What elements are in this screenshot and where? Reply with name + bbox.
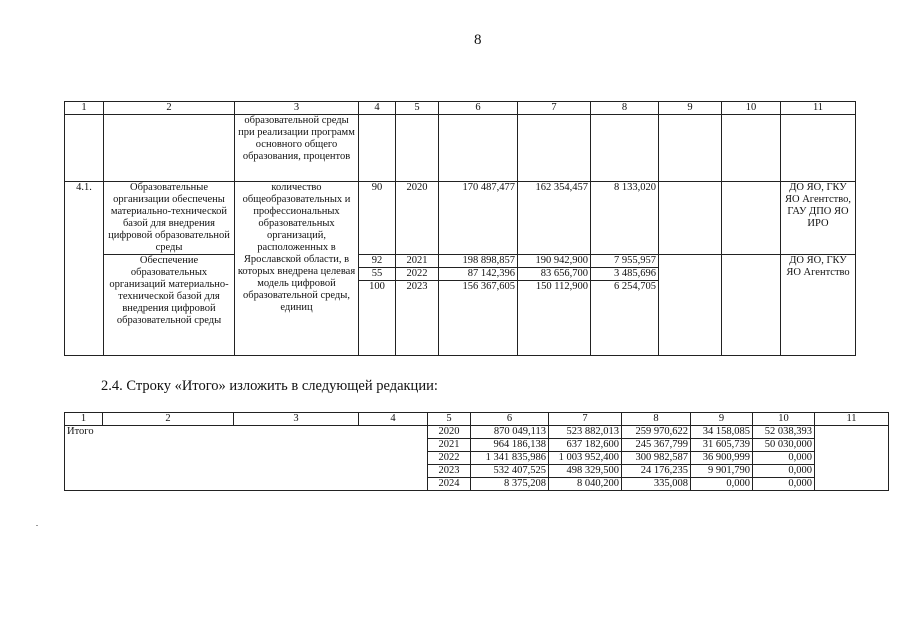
header-cell: 11 [781,102,856,115]
amount-cell: 245 367,799 [622,439,691,452]
header-cell: 4 [359,413,428,426]
header-cell: 1 [65,102,104,115]
amount-cell: 6 254,705 [591,281,659,356]
amount-cell: 31 605,739 [691,439,753,452]
header-cell: 2 [103,413,234,426]
executor-cell: ДО ЯО, ГКУ ЯО Агентство, ГАУ ДПО ЯО ИРО [781,182,856,255]
executor-cell: ДО ЯО, ГКУ ЯО Агентство [781,255,856,356]
amount-cell: 498 329,500 [549,465,622,478]
amount-cell: 8 375,208 [471,478,549,491]
row-number: 4.1. [65,182,104,356]
header-cell: 2 [104,102,235,115]
table-row [65,115,856,182]
amount-cell: 964 186,138 [471,439,549,452]
year-cell: 2020 [428,426,471,439]
total-table [64,412,889,491]
header-cell: 9 [659,102,722,115]
amount-cell: 162 354,457 [518,182,591,255]
amount-cell: 0,000 [753,478,815,491]
amount-cell: 24 176,235 [622,465,691,478]
amount-cell: 523 882,013 [549,426,622,439]
amount-cell: 0,000 [753,452,815,465]
indicator-continuation: образовательной среды при реализации программ основного общего образования, процентов [235,115,359,182]
year-cell: 2022 [396,268,439,281]
section-heading: 2.4. Строку «Итого» изложить в следующей редакции: [101,378,438,394]
header-cell: 3 [234,413,359,426]
year-cell: 2020 [396,182,439,255]
result-description: Образовательные организации обеспечены материально-технической базой для внедрения цифровой образовательной среды [104,182,235,255]
header-cell: 8 [591,102,659,115]
activity-table [64,101,856,356]
header-cell: 11 [815,413,889,426]
amount-cell: 7 955,957 [591,255,659,268]
amount-cell: 300 982,587 [622,452,691,465]
amount-cell: 8 133,020 [591,182,659,255]
event-description: Обеспечение образовательных организаций материально-технической базой для внедрения цифровой образовательной среды [104,255,235,356]
indicator-value: 92 [359,255,396,268]
amount-cell: 3 485,696 [591,268,659,281]
amount-cell: 34 158,085 [691,426,753,439]
header-cell: 6 [439,102,518,115]
header-cell: 1 [65,413,103,426]
amount-cell: 83 656,700 [518,268,591,281]
header-cell: 8 [622,413,691,426]
amount-cell: 170 487,477 [439,182,518,255]
amount-cell: 52 038,393 [753,426,815,439]
year-cell: 2021 [396,255,439,268]
header-cell: 9 [691,413,753,426]
header-cell: 3 [235,102,359,115]
amount-cell: 50 030,000 [753,439,815,452]
amount-cell: 532 407,525 [471,465,549,478]
year-cell: 2024 [428,478,471,491]
header-cell: 7 [518,102,591,115]
year-cell: 2023 [396,281,439,356]
amount-cell: 8 040,200 [549,478,622,491]
year-cell: 2021 [428,439,471,452]
header-cell: 10 [753,413,815,426]
indicator-value: 100 [359,281,396,356]
header-cell: 5 [428,413,471,426]
table-row [65,182,856,255]
amount-cell: 150 112,900 [518,281,591,356]
header-cell: 10 [722,102,781,115]
amount-cell: 335,008 [622,478,691,491]
header-cell: 4 [359,102,396,115]
table-header-row [65,102,856,115]
amount-cell: 1 003 952,400 [549,452,622,465]
header-cell: 7 [549,413,622,426]
indicator-description: количество общеобразовательных и профессиональных образовательных организаций, расположенных в Ярославской области, в которых внедрена целевая модель цифровой образовательной среды, единиц [235,182,359,356]
table-row [65,255,856,268]
scan-speck [36,525,38,526]
year-cell: 2022 [428,452,471,465]
amount-cell: 190 942,900 [518,255,591,268]
table-row [65,426,889,439]
header-cell: 5 [396,102,439,115]
amount-cell: 0,000 [691,478,753,491]
amount-cell: 9 901,790 [691,465,753,478]
amount-cell: 156 367,605 [439,281,518,356]
total-label: Итого [65,426,428,491]
header-cell: 6 [471,413,549,426]
page-number: 8 [474,32,482,48]
table-header-row [65,413,889,426]
amount-cell: 637 182,600 [549,439,622,452]
amount-cell: 259 970,622 [622,426,691,439]
year-cell: 2023 [428,465,471,478]
amount-cell: 87 142,396 [439,268,518,281]
amount-cell: 1 341 835,986 [471,452,549,465]
indicator-value: 55 [359,268,396,281]
amount-cell: 0,000 [753,465,815,478]
amount-cell: 36 900,999 [691,452,753,465]
amount-cell: 870 049,113 [471,426,549,439]
amount-cell: 198 898,857 [439,255,518,268]
indicator-value: 90 [359,182,396,255]
